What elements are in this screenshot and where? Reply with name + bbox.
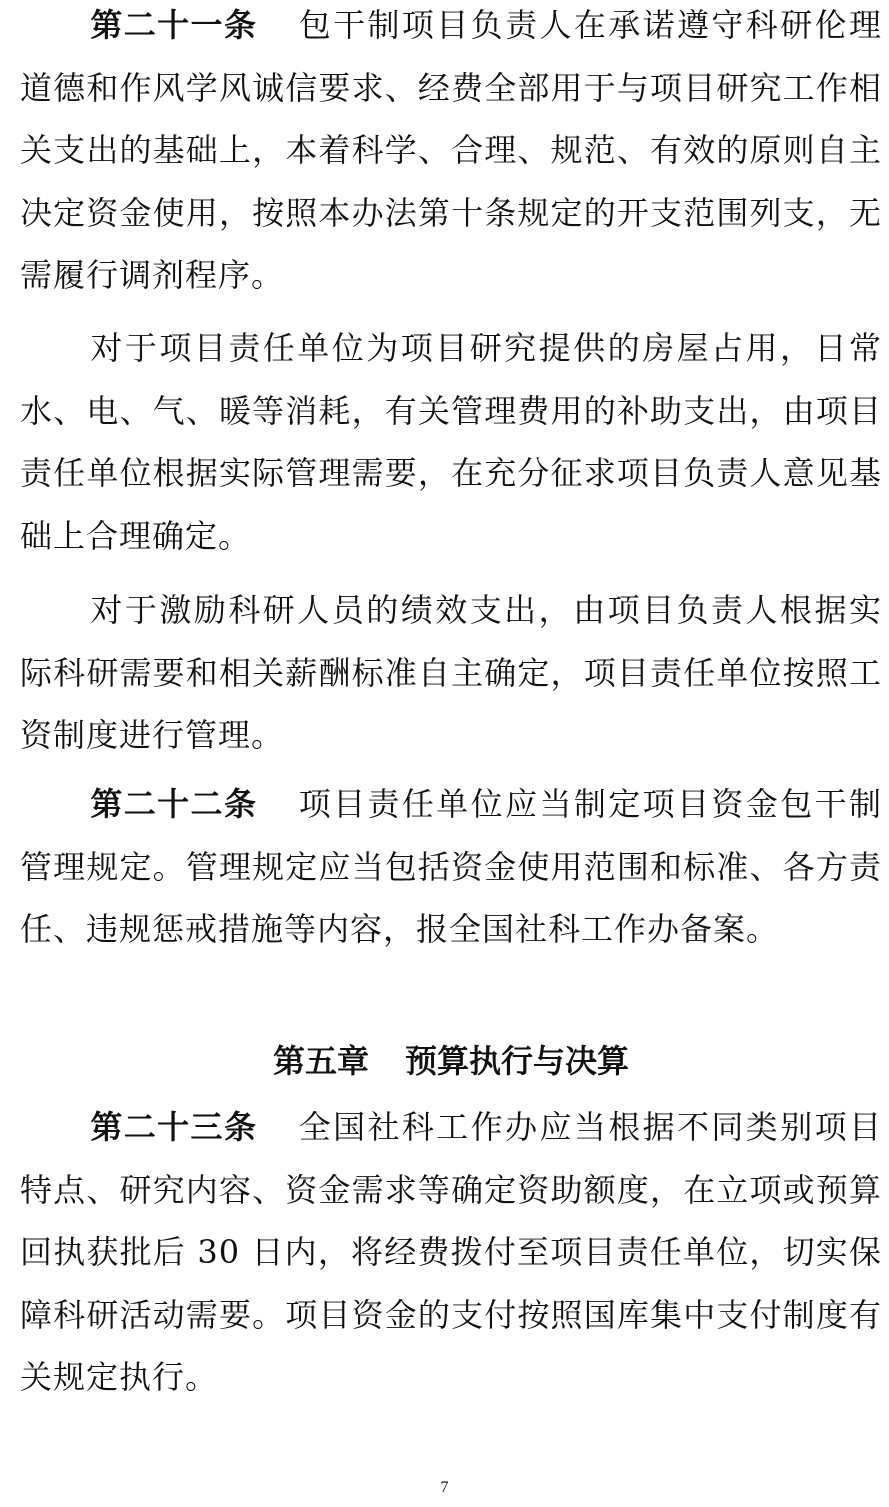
article-22-text: 项目责任单位应当制定项目资金包干制管理规定。管理规定应当包括资金使用范围和标准、各方责任、违规惩戒措施等内容，报全国社科工作办备案。 bbox=[20, 785, 882, 949]
article-23-paragraph bbox=[20, 1096, 882, 1409]
article-21-paragraph-2: 对于项目责任单位为项目研究提供的房屋占用，日常水、电、气、暖等消耗，有关管理费用的补助支出，由项目责任单位根据实际管理需要，在充分征求项目负责人意见基础上合理确定。 bbox=[20, 329, 882, 555]
article-21-paragraph-1 bbox=[20, 0, 882, 307]
chapter-heading bbox=[20, 1030, 882, 1092]
article-22-label: 第二十二条 bbox=[90, 785, 258, 823]
article-21-label: 第二十一条 bbox=[90, 6, 258, 44]
chapter-number: 第五章 bbox=[272, 1042, 369, 1080]
chapter-title: 预算执行与决算 bbox=[405, 1042, 630, 1080]
article-21-paragraph-3: 对于激励科研人员的绩效支出，由项目负责人根据实际科研需要和相关薪酬标准自主确定，项目责任单位按照工资制度进行管理。 bbox=[20, 591, 882, 755]
article-22-paragraph bbox=[20, 773, 882, 961]
page-number: 7 bbox=[440, 1479, 449, 1496]
article-23-text: 全国社科工作办应当根据不同类别项目特点、研究内容、资金需求等确定资助额度，在立项或预算回执获批后 30 日内，将经费拨付至项目责任单位，切实保障科研活动需要。项目资金的支付按照国库集中支付制度有关规定执行。 bbox=[20, 1108, 882, 1397]
article-23-label: 第二十三条 bbox=[90, 1108, 258, 1146]
article-21-text-1: 包干制项目负责人在承诺遵守科研伦理道德和作风学风诚信要求、经费全部用于与项目研究工作相关支出的基础上，本着科学、合理、规范、有效的原则自主决定资金使用，按照本办法第十条规定的开支范围列支，无需履行调剂程序。 bbox=[20, 6, 882, 295]
